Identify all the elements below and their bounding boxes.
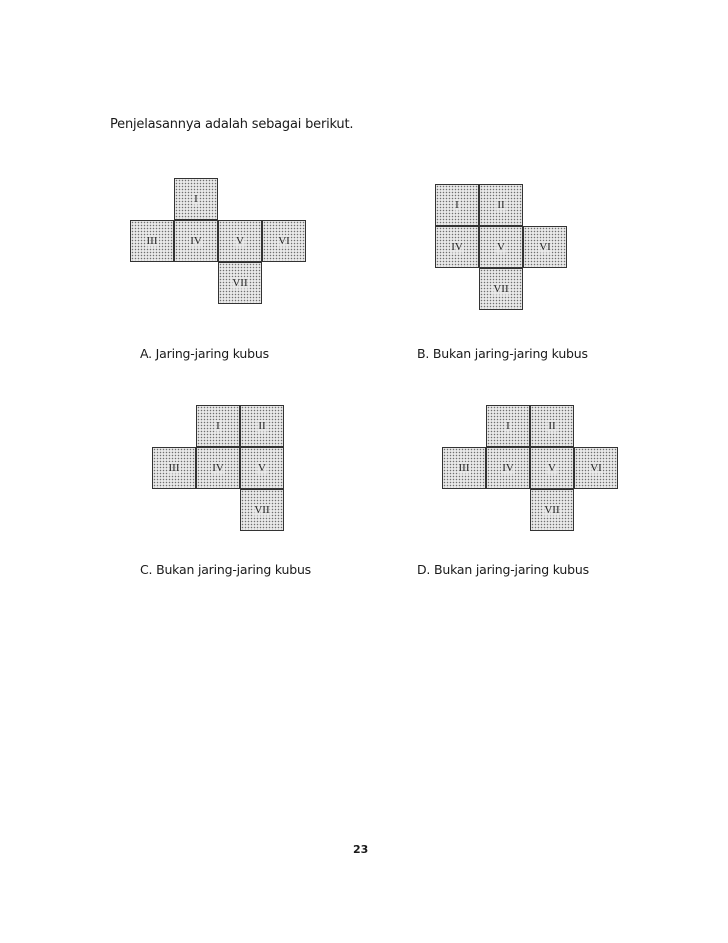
net-face: [218, 262, 262, 304]
face-label: I: [455, 199, 459, 211]
face-label: II: [258, 420, 266, 432]
face-label: III: [168, 462, 180, 474]
net-face: [479, 268, 523, 310]
page-number: 23: [353, 843, 369, 856]
net-face: [530, 489, 574, 531]
net-face: [196, 447, 240, 489]
net-face: [152, 447, 196, 489]
face-label: VII: [544, 504, 560, 516]
net-face: [435, 226, 479, 268]
face-label: I: [216, 420, 220, 432]
face-label: VI: [539, 241, 551, 253]
net-face: [262, 220, 306, 262]
intro-text: Penjelasannya adalah sebagai berikut.: [110, 117, 354, 132]
net-face: [486, 405, 530, 447]
net-face: [479, 226, 523, 268]
face-label: III: [146, 235, 158, 247]
face-label: IV: [190, 235, 202, 247]
face-label: V: [548, 462, 556, 474]
net-face: [435, 184, 479, 226]
face-label: I: [506, 420, 510, 432]
net-face: [530, 447, 574, 489]
net-face: [479, 184, 523, 226]
net-face: [574, 447, 618, 489]
face-label: II: [497, 199, 505, 211]
caption-c: C. Bukan jaring-jaring kubus: [140, 562, 311, 577]
face-label: IV: [212, 462, 224, 474]
face-label: VII: [254, 504, 270, 516]
caption-a: A. Jaring-jaring kubus: [140, 346, 269, 361]
net-face: [486, 447, 530, 489]
face-label: III: [458, 462, 470, 474]
net-face: [174, 220, 218, 262]
face-label: IV: [451, 241, 463, 253]
face-label: VII: [232, 277, 248, 289]
face-label: VII: [493, 283, 509, 295]
net-face: [240, 489, 284, 531]
face-label: VI: [590, 462, 602, 474]
face-label: IV: [502, 462, 514, 474]
face-label: V: [258, 462, 266, 474]
net-face: [442, 447, 486, 489]
net-face: [196, 405, 240, 447]
net-face: [174, 178, 218, 220]
face-label: V: [497, 241, 505, 253]
net-face: [523, 226, 567, 268]
face-label: II: [548, 420, 556, 432]
caption-d: D. Bukan jaring-jaring kubus: [417, 562, 589, 577]
net-face: [530, 405, 574, 447]
net-face: [130, 220, 174, 262]
net-face: [218, 220, 262, 262]
caption-b: B. Bukan jaring-jaring kubus: [417, 346, 588, 361]
net-face: [240, 447, 284, 489]
face-label: I: [194, 193, 198, 205]
face-label: V: [236, 235, 244, 247]
face-label: VI: [278, 235, 290, 247]
net-face: [240, 405, 284, 447]
